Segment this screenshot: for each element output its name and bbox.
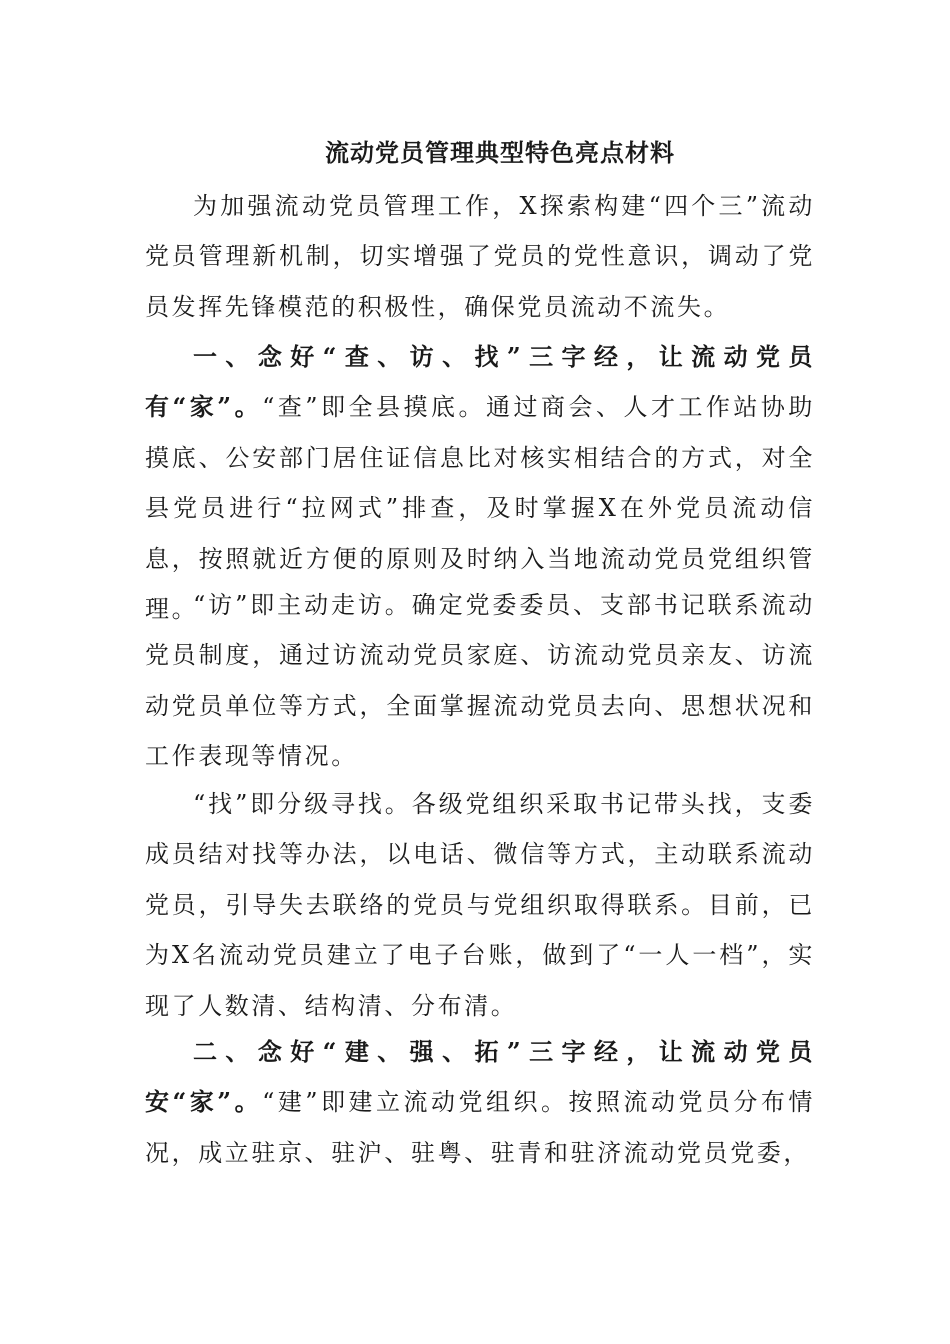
section1-zhao-paragraph [145, 779, 815, 1031]
intro-text: 为加强流动党员管理工作，X探索构建“四个三”流动党员管理新机制，切实增强了党员的党性意识，调动了党员发挥先锋模范的积极性，确保党员流动不流失。 [145, 192, 815, 321]
section1-fang-paragraph [145, 580, 815, 782]
section1-zhao-text: “找”即分级寻找。各级党组织采取书记带头找，支委成员结对找等办法，以电话、微信等方式，主动联系流动党员，引导失去联络的党员与党组织取得联系。目前，已为X名流动党员建立了电子台账，做到了“一人一档”，实现了人数清、结构清、分布清。 [145, 790, 815, 1020]
section2-jian-paragraph [145, 1027, 815, 1178]
section2-heading: 二、念好“建、强、拓”三字经，让流动党员安“家”。 [145, 1037, 815, 1117]
section1-heading: 一、念好“查、访、找”三字经，让流动党员有“家”。 [145, 342, 815, 422]
section1-fang-text: “访”即主动走访。确定党委委员、支部书记联系流动党员制度，通过访流动党员家庭、访流动党员亲友、访流动党员单位等方式，全面掌握流动党员去向、思想状况和工作表现等情况。 [145, 591, 815, 771]
intro-paragraph [145, 181, 815, 332]
section2-jian-text: “建”即建立流动党组织。按照流动党员分布情况，成立驻京、驻沪、驻粤、驻青和驻济流动党员党委， [145, 1088, 815, 1167]
section1-cha-text: “查”即全县摸底。通过商会、人才工作站协助摸底、公安部门居住证信息比对核实相结合的方式，对全县党员进行“拉网式”排查，及时掌握X在外党员流动信息，按照就近方便的原则及时纳入当地流动党员党组织管理。 [145, 393, 815, 624]
document-title: 流动党员管理典型特色亮点材料 [325, 138, 675, 167]
